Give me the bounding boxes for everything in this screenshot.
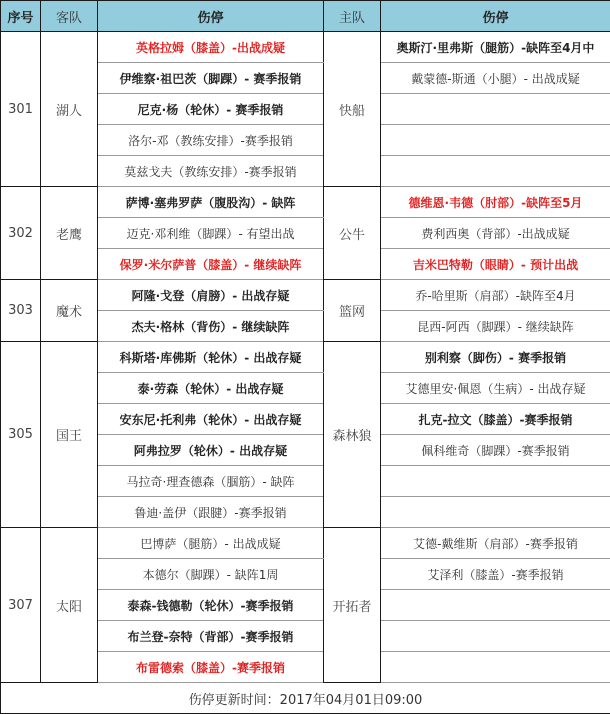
home-injury-cell xyxy=(381,311,610,342)
injury-entry: 吉米巴特勒（眼睛）- 预计出战 xyxy=(413,258,578,272)
injury-entry: 英格拉姆（膝盖）-出战成疑 xyxy=(136,41,285,55)
game-seq: 305 xyxy=(1,342,41,528)
injury-entry: 戴蒙德-斯通（小腿）- 出战成疑 xyxy=(411,72,579,86)
header-home-injury: 伤停 xyxy=(381,1,610,32)
home-injury-cell xyxy=(381,497,610,528)
game-seq: 307 xyxy=(1,528,41,683)
home-injury-cell xyxy=(381,466,610,497)
table-row xyxy=(1,280,610,311)
injury-entry: 巴博萨（腿筋）- 出战成疑 xyxy=(140,537,280,551)
footer-row xyxy=(1,683,610,714)
injury-entry: 昆西-阿西（脚踝）- 继续缺阵 xyxy=(417,320,573,334)
injury-entry: 尼克·杨（轮休）- 赛季报销 xyxy=(138,103,284,117)
injury-entry: 费利西奥（背部）-出战成疑 xyxy=(421,227,569,241)
away-injury-cell xyxy=(98,218,324,249)
injury-entry: 乔-哈里斯（肩部）-缺阵至4月 xyxy=(415,289,575,303)
away-injury-cell xyxy=(98,652,324,683)
away-injury-cell xyxy=(98,435,324,466)
injury-entry: 伊维察·祖巴茨（脚踝）- 赛季报销 xyxy=(120,72,302,86)
home-injury-cell xyxy=(381,621,610,652)
away-team: 老鹰 xyxy=(41,187,98,280)
home-injury-cell xyxy=(381,559,610,590)
away-injury-cell xyxy=(98,466,324,497)
injury-entry: 阿弗拉罗（轮休）- 出战存疑 xyxy=(134,444,287,458)
game-seq: 301 xyxy=(1,32,41,187)
home-injury-cell xyxy=(381,528,610,559)
away-injury-cell xyxy=(98,63,324,94)
away-team: 国王 xyxy=(41,342,98,528)
home-injury-cell xyxy=(381,435,610,466)
injury-entry: 迈克·邓利维（脚踝）- 有望出战 xyxy=(127,227,295,241)
away-team: 太阳 xyxy=(41,528,98,683)
home-team: 快船 xyxy=(324,32,381,187)
table-body xyxy=(1,32,610,683)
home-injury-cell xyxy=(381,280,610,311)
table-row xyxy=(1,32,610,63)
injury-entry: 德维恩·韦德（肘部）-缺阵至5月 xyxy=(409,196,583,210)
home-team: 篮网 xyxy=(324,280,381,342)
away-injury-cell xyxy=(98,32,324,63)
away-injury-cell xyxy=(98,497,324,528)
injury-entry: 安东尼·托利弗（轮休）- 出战存疑 xyxy=(120,413,302,427)
away-injury-cell xyxy=(98,373,324,404)
away-injury-cell xyxy=(98,404,324,435)
injury-entry: 杰夫·格林（背伤）- 继续缺阵 xyxy=(132,320,290,334)
away-injury-cell xyxy=(98,559,324,590)
away-injury-cell xyxy=(98,156,324,187)
game-seq: 302 xyxy=(1,187,41,280)
away-team: 湖人 xyxy=(41,32,98,187)
injury-entry: 萨博·塞弗罗萨（腹股沟）- 缺阵 xyxy=(126,196,296,210)
table-row xyxy=(1,187,610,218)
home-injury-cell xyxy=(381,156,610,187)
injury-entry: 布雷德索（膝盖）-赛季报销 xyxy=(136,661,285,675)
injury-entry: 艾德-戴维斯（肩部）-赛季报销 xyxy=(413,537,578,551)
away-injury-cell xyxy=(98,280,324,311)
injury-entry: 马拉奇·理查德森（腘筋）- 缺阵 xyxy=(127,475,295,489)
home-injury-cell xyxy=(381,249,610,280)
home-injury-cell xyxy=(381,218,610,249)
header-seq: 序号 xyxy=(1,1,41,32)
home-injury-cell xyxy=(381,63,610,94)
home-injury-cell xyxy=(381,342,610,373)
table-row xyxy=(1,528,610,559)
injury-entry: 鲁迪·盖伊（跟腱）-赛季报销 xyxy=(134,506,286,520)
header-home-team: 主队 xyxy=(324,1,381,32)
away-injury-cell xyxy=(98,621,324,652)
away-injury-cell xyxy=(98,94,324,125)
injury-entry: 洛尔-邓（教练安排）-赛季报销 xyxy=(128,134,293,148)
injury-entry: 泰·劳森（轮休）- 出战存疑 xyxy=(138,382,284,396)
away-injury-cell xyxy=(98,249,324,280)
injury-entry: 奥斯汀·里弗斯（腿筋）-缺阵至4月中 xyxy=(397,41,595,55)
injury-entry: 保罗·米尔萨普（膝盖）- 继续缺阵 xyxy=(120,258,302,272)
home-team: 公牛 xyxy=(324,187,381,280)
away-injury-cell xyxy=(98,187,324,218)
injury-entry: 布兰登-奈特（背部）-赛季报销 xyxy=(128,630,294,644)
header-row xyxy=(1,1,610,32)
injury-entry: 莫兹戈夫（教练安排）-赛季报销 xyxy=(124,165,296,179)
home-injury-cell xyxy=(381,373,610,404)
home-injury-cell xyxy=(381,652,610,683)
injury-entry: 科斯塔·库佛斯（轮休）- 出战存疑 xyxy=(120,351,302,365)
injury-entry: 别利察（脚伤）- 赛季报销 xyxy=(425,351,566,365)
away-injury-cell xyxy=(98,590,324,621)
header-away-injury: 伤停 xyxy=(98,1,324,32)
table-row xyxy=(1,342,610,373)
update-time: 伤停更新时间：2017年04月01日09:00 xyxy=(1,683,610,714)
injury-entry: 艾泽利（膝盖）-赛季报销 xyxy=(427,568,563,582)
home-injury-cell xyxy=(381,187,610,218)
injury-entry: 艾德里安·佩恩（生病）- 出战存疑 xyxy=(406,382,586,396)
home-team: 开拓者 xyxy=(324,528,381,683)
away-injury-cell xyxy=(98,528,324,559)
home-injury-cell xyxy=(381,94,610,125)
injury-entry: 佩科维奇（脚踝）-赛季报销 xyxy=(421,444,569,458)
away-injury-cell xyxy=(98,342,324,373)
injury-entry: 扎克-拉文（膝盖）-赛季报销 xyxy=(419,413,573,427)
game-seq: 303 xyxy=(1,280,41,342)
injury-entry: 阿隆·戈登（肩膀）- 出战存疑 xyxy=(132,289,290,303)
home-injury-cell xyxy=(381,404,610,435)
home-team: 森林狼 xyxy=(324,342,381,528)
home-injury-cell xyxy=(381,590,610,621)
injury-entry: 本德尔（脚踝）- 缺阵1周 xyxy=(143,568,279,582)
away-injury-cell xyxy=(98,311,324,342)
home-injury-cell xyxy=(381,125,610,156)
home-injury-cell xyxy=(381,32,610,63)
away-injury-cell xyxy=(98,125,324,156)
header-away-team: 客队 xyxy=(41,1,98,32)
away-team: 魔术 xyxy=(41,280,98,342)
injury-entry: 泰森-钱德勒（轮休）-赛季报销 xyxy=(128,599,294,613)
